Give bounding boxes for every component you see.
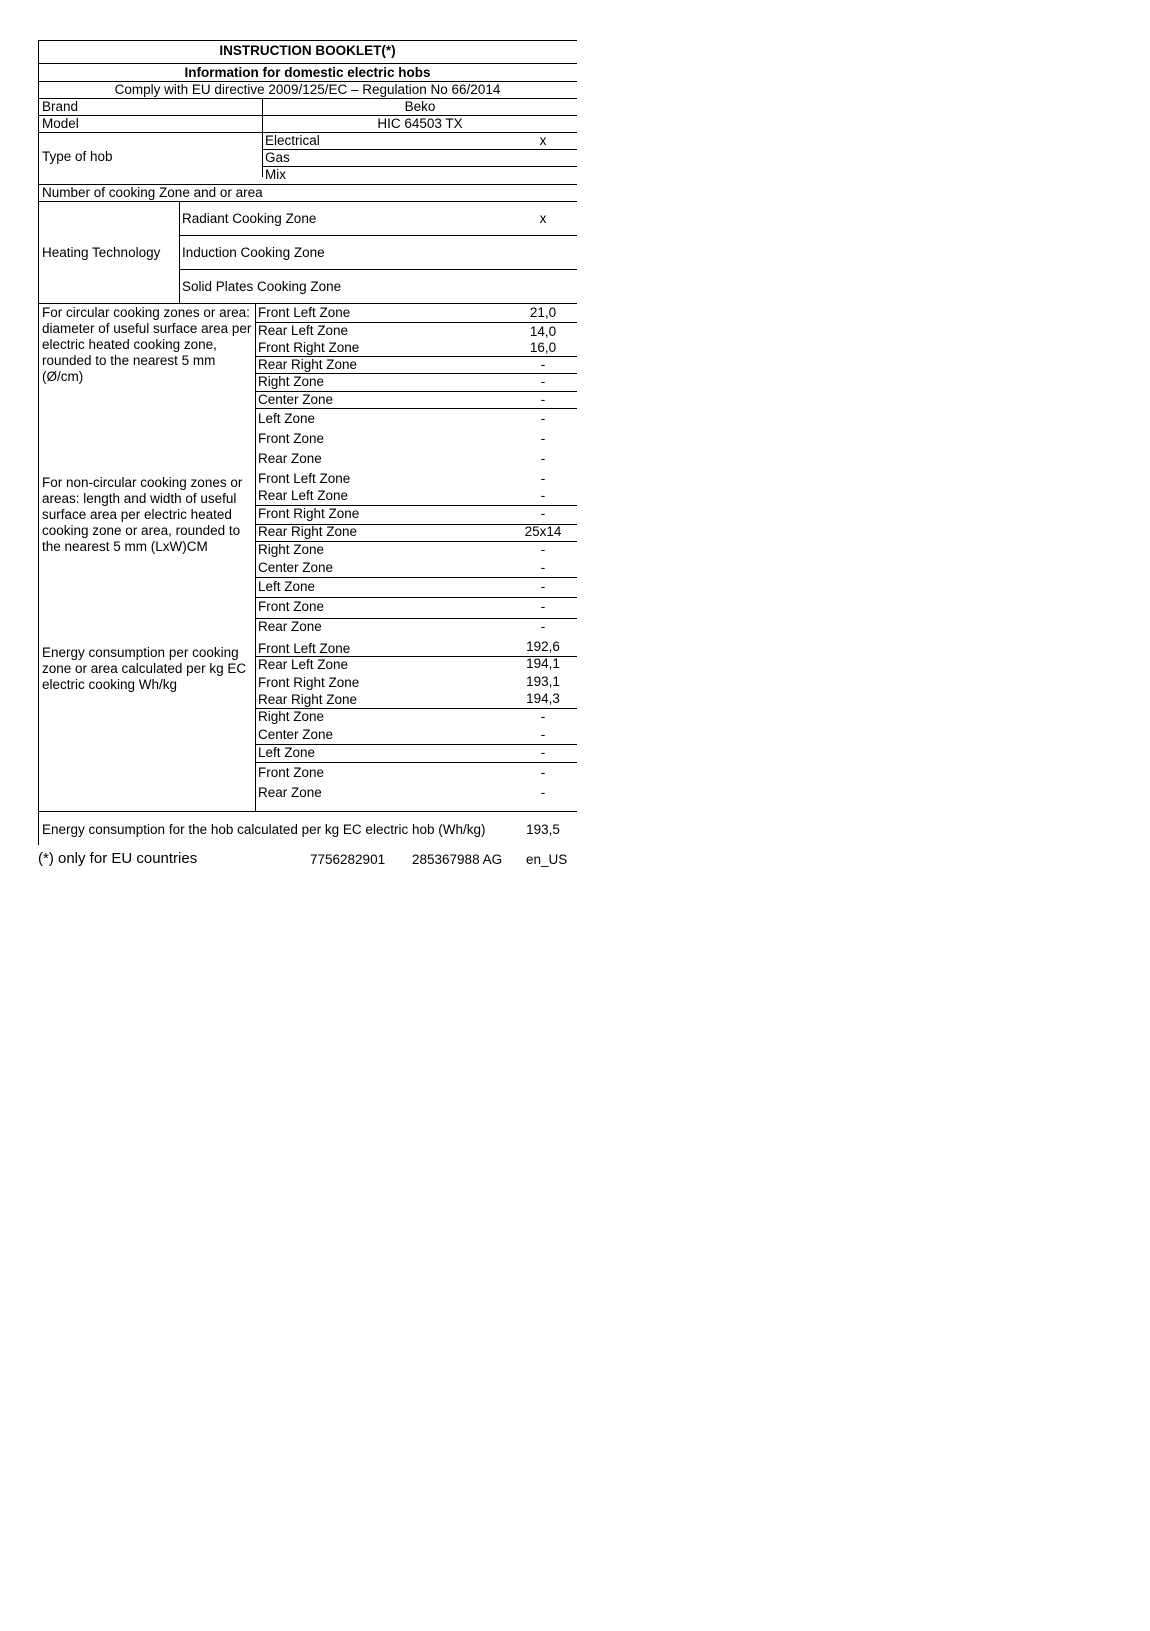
footer-note: (*) only for EU countries [38, 850, 198, 867]
energy-zone-name: Front Left Zone [258, 641, 351, 656]
energy-zone-name: Front Zone [258, 765, 325, 780]
cooking-zone-count-label: Number of cooking Zone and or area [42, 185, 263, 200]
circular-zones-description: For circular cooking zones or area: diameter of useful surface area per electric heated cooking zone, rounded to the nearest 5 mm (Ø/cm) [42, 305, 252, 384]
non-circular-zone-value: - [540, 579, 546, 594]
energy-zone-name: Left Zone [258, 745, 316, 760]
hob-type-electrical-mark: x [539, 133, 547, 148]
heating-radiant: Radiant Cooking Zone [182, 211, 317, 226]
energy-total-label: Energy consumption for the hob calculated per kg EC electric hob (Wh/kg) [42, 822, 486, 837]
brand-value: Beko [404, 99, 436, 114]
non-circular-zone-name: Front Left Zone [258, 471, 351, 486]
non-circular-zone-name: Front Right Zone [258, 506, 360, 521]
circular-zone-name: Front Right Zone [258, 340, 360, 355]
rule [255, 762, 577, 763]
energy-zone-name: Rear Right Zone [258, 692, 358, 707]
energy-zone-value: - [540, 709, 546, 724]
energy-per-zone-description: Energy consumption per cooking zone or area calculated per kg EC electric cooking Wh/kg [42, 645, 247, 692]
energy-total-value: 193,5 [526, 822, 560, 837]
non-circular-zone-name: Front Zone [258, 599, 325, 614]
circular-zone-value: 16,0 [529, 340, 557, 355]
energy-zone-name: Rear Left Zone [258, 657, 349, 672]
circular-zone-name: Right Zone [258, 374, 325, 389]
booklet-subtitle: Information for domestic electric hobs [184, 65, 431, 80]
non-circular-zone-value: - [540, 560, 546, 575]
circular-zone-value: - [540, 392, 546, 407]
rule [38, 201, 577, 202]
non-circular-zone-value: - [540, 488, 546, 503]
circular-zone-value: 21,0 [529, 305, 557, 320]
rule [179, 201, 180, 303]
footer-locale: en_US [526, 852, 568, 867]
energy-zone-name: Front Right Zone [258, 675, 360, 690]
circular-zone-value: - [540, 431, 546, 446]
circular-zone-value: - [540, 374, 546, 389]
circular-zone-value: - [540, 357, 546, 372]
rule [38, 40, 577, 41]
non-circular-zone-name: Rear Zone [258, 619, 322, 634]
hob-type-electrical: Electrical [265, 133, 320, 148]
type-of-hob-label: Type of hob [42, 149, 113, 164]
circular-zone-value: - [540, 411, 546, 426]
circular-zone-name: Front Zone [258, 431, 325, 446]
rule [38, 40, 39, 845]
non-circular-zone-value: - [540, 471, 546, 486]
non-circular-zone-name: Rear Left Zone [258, 488, 349, 503]
rule [255, 303, 256, 812]
rule [263, 166, 577, 167]
booklet-title: INSTRUCTION BOOKLET(*) [219, 43, 396, 58]
hob-type-mix: Mix [265, 167, 286, 182]
rule [263, 149, 577, 150]
model-label: Model [42, 116, 79, 131]
heating-solid-plates: Solid Plates Cooking Zone [182, 279, 342, 294]
non-circular-zone-name: Right Zone [258, 542, 325, 557]
non-circular-zone-value: 25x14 [524, 524, 562, 539]
energy-zone-value: - [540, 765, 546, 780]
directive-text: Comply with EU directive 2009/125/EC – Regulation No 66/2014 [114, 82, 501, 97]
non-circular-zone-value: - [540, 542, 546, 557]
brand-label: Brand [42, 99, 79, 114]
circular-zone-value: - [540, 451, 546, 466]
rule [179, 235, 577, 236]
rule [255, 408, 577, 409]
non-circular-zone-name: Rear Right Zone [258, 524, 358, 539]
non-circular-zone-name: Left Zone [258, 579, 316, 594]
circular-zone-name: Left Zone [258, 411, 316, 426]
footer-code-1: 7756282901 [310, 852, 386, 867]
energy-zone-value: 194,1 [526, 656, 560, 671]
energy-zone-value: - [540, 785, 546, 800]
non-circular-zone-name: Center Zone [258, 560, 334, 575]
rule [38, 63, 577, 64]
rule [38, 811, 577, 812]
circular-zone-name: Rear Zone [258, 451, 322, 466]
energy-zone-value: 193,1 [526, 674, 560, 689]
hob-type-gas: Gas [265, 150, 290, 165]
non-circular-zones-description: For non-circular cooking zones or areas: length and width of useful surface area per electric heated cooking zone or area, rounded to the nearest 5 mm (LxW)CM [42, 475, 243, 554]
circular-zone-name: Rear Right Zone [258, 357, 358, 372]
rule [38, 303, 577, 304]
heating-induction: Induction Cooking Zone [182, 245, 325, 260]
model-value: HIC 64503 TX [377, 116, 463, 131]
rule [179, 269, 577, 270]
heating-technology-label: Heating Technology [42, 245, 161, 260]
circular-zone-name: Front Left Zone [258, 305, 351, 320]
energy-zone-name: Right Zone [258, 709, 325, 724]
non-circular-zone-value: - [540, 619, 546, 634]
energy-zone-name: Center Zone [258, 727, 334, 742]
energy-zone-value: - [540, 727, 546, 742]
heating-radiant-mark: x [539, 211, 547, 226]
circular-zone-name: Rear Left Zone [258, 323, 349, 338]
energy-zone-value: 192,6 [526, 639, 560, 654]
non-circular-zone-value: - [540, 506, 546, 521]
energy-zone-value: - [540, 745, 546, 760]
circular-zone-name: Center Zone [258, 392, 334, 407]
rule [255, 597, 577, 598]
circular-zone-value: 14,0 [529, 324, 557, 339]
non-circular-zone-value: - [540, 599, 546, 614]
rule [255, 577, 577, 578]
footer-code-2: 285367988 AG [412, 852, 503, 867]
energy-zone-name: Rear Zone [258, 785, 322, 800]
energy-zone-value: 194,3 [526, 691, 560, 706]
